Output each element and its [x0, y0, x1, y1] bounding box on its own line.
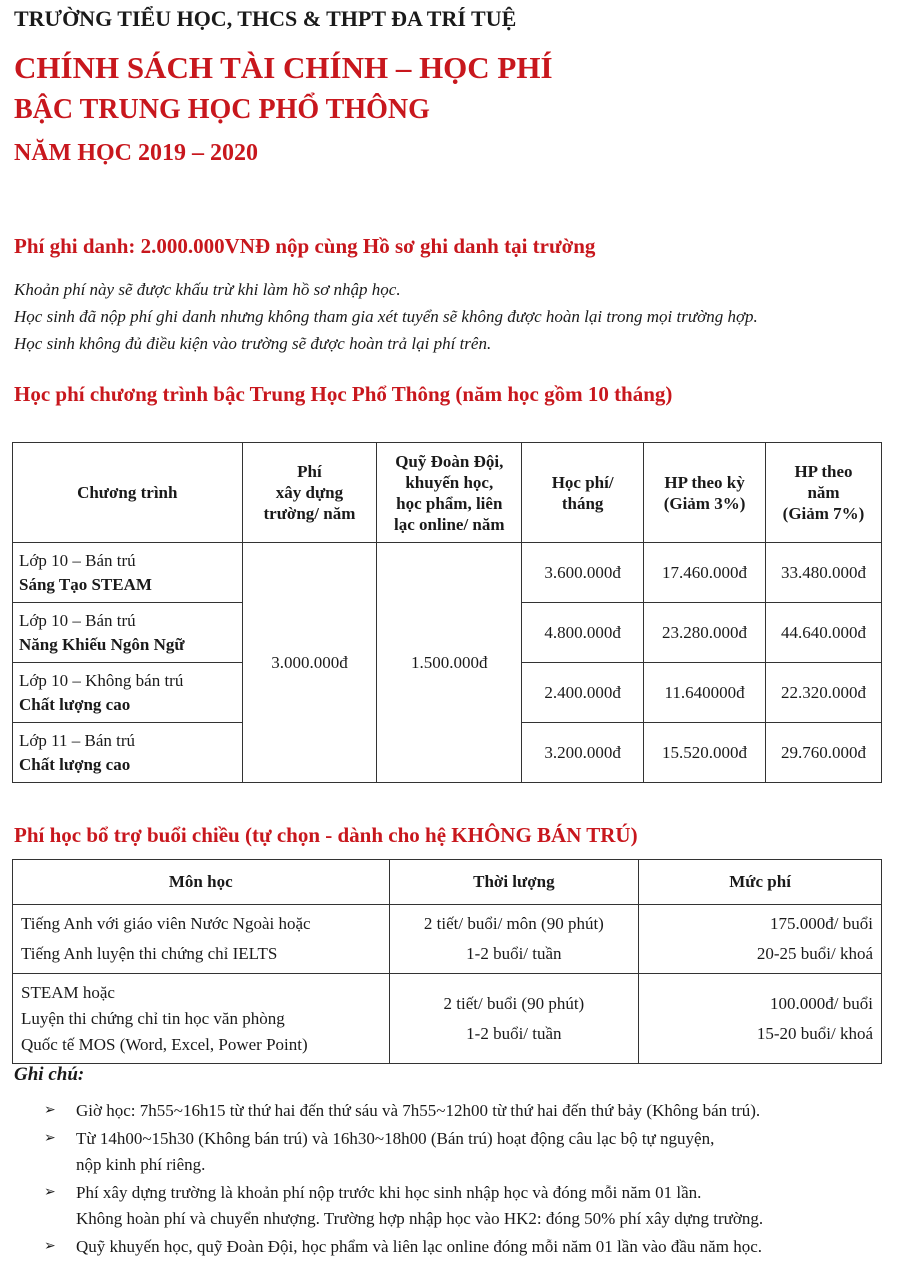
- term-fee-cell: 17.460.000đ: [644, 543, 766, 603]
- col-year-fee: HP theo năm (Giảm 7%): [766, 443, 882, 543]
- col-subject: Môn học: [13, 860, 390, 905]
- tuition-table: [12, 442, 882, 783]
- term-fee-cell: 23.280.000đ: [644, 603, 766, 663]
- duration-cell: 2 tiết/ buổi (90 phút) 1-2 buổi/ tuần: [389, 974, 639, 1064]
- support-heading: Phí học bổ trợ buổi chiều (tự chọn - dành cho hệ KHÔNG BÁN TRÚ): [14, 823, 638, 847]
- arrow-bullet-icon: ➢: [44, 1239, 56, 1254]
- list-item: ➢ Từ 14h00~15h30 (Không bán trú) và 16h30~18h00 (Bán trú) hoạt động câu lạc bộ tự nguyện, nộp kinh phí riêng.: [44, 1126, 894, 1178]
- col-building-fee: Phí xây dựng trường/ năm: [242, 443, 377, 543]
- table-row: [13, 905, 882, 974]
- registration-notes: [14, 276, 758, 357]
- col-fund-fee: Quỹ Đoàn Đội, khuyến học, học phẩm, liên lạc online/ năm: [377, 443, 522, 543]
- program-cell: Lớp 10 – Không bán trú Chất lượng cao: [13, 663, 243, 723]
- school-year: NĂM HỌC 2019 – 2020: [14, 140, 258, 166]
- list-item: ➢ Quỹ khuyến học, quỹ Đoàn Đội, học phẩm và liên lạc online đóng mỗi năm 01 lần vào đầu năm học.: [44, 1234, 894, 1260]
- year-fee-cell: 33.480.000đ: [766, 543, 882, 603]
- school-name: TRƯỜNG TIỂU HỌC, THCS & THPT ĐA TRÍ TUỆ: [14, 6, 517, 31]
- year-fee-cell: 29.760.000đ: [766, 723, 882, 783]
- year-fee-cell: 22.320.000đ: [766, 663, 882, 723]
- col-duration: Thời lượng: [389, 860, 639, 905]
- fee-cell: 175.000đ/ buổi 20-25 buổi/ khoá: [639, 905, 882, 974]
- page-title: CHÍNH SÁCH TÀI CHÍNH – HỌC PHÍ: [14, 50, 553, 85]
- monthly-fee-cell: 4.800.000đ: [522, 603, 644, 663]
- notes-list: [44, 1098, 894, 1262]
- support-table: [12, 859, 882, 1064]
- subject-cell: STEAM hoặc Luyện thi chứng chỉ tin học văn phòng Quốc tế MOS (Word, Excel, Power Point): [13, 974, 390, 1064]
- fee-cell: 100.000đ/ buổi 15-20 buổi/ khoá: [639, 974, 882, 1064]
- col-term-fee: HP theo kỳ (Giảm 3%): [644, 443, 766, 543]
- registration-note: Học sinh đã nộp phí ghi danh nhưng không tham gia xét tuyển sẽ không được hoàn lại trong mọi trường hợp.: [14, 307, 758, 326]
- arrow-bullet-icon: ➢: [44, 1103, 56, 1118]
- fund-fee-cell: 1.500.000đ: [377, 543, 522, 783]
- list-item: ➢ Phí xây dựng trường là khoản phí nộp trước khi học sinh nhập học và đóng mỗi năm 01 lần. Không hoàn phí và chuyển nhượng. Trường hợp nhập học vào HK2: đóng 50% phí xây dựng trường.: [44, 1180, 894, 1232]
- registration-note: Khoản phí này sẽ được khấu trừ khi làm hồ sơ nhập học.: [14, 280, 401, 299]
- term-fee-cell: 11.640000đ: [644, 663, 766, 723]
- table-row: [13, 543, 882, 603]
- tuition-heading: Học phí chương trình bậc Trung Học Phổ Thông (năm học gồm 10 tháng): [14, 382, 673, 406]
- support-header-row: [13, 860, 882, 905]
- program-cell: Lớp 11 – Bán trú Chất lượng cao: [13, 723, 243, 783]
- year-fee-cell: 44.640.000đ: [766, 603, 882, 663]
- list-item: ➢ Giờ học: 7h55~16h15 từ thứ hai đến thứ sáu và 7h55~12h00 từ thứ hai đến thứ bảy (Không bán trú).: [44, 1098, 894, 1124]
- program-cell: Lớp 10 – Bán trú Sáng Tạo STEAM: [13, 543, 243, 603]
- duration-cell: 2 tiết/ buổi/ môn (90 phút) 1-2 buổi/ tuần: [389, 905, 639, 974]
- arrow-bullet-icon: ➢: [44, 1185, 56, 1200]
- subject-cell: Tiếng Anh với giáo viên Nước Ngoài hoặc Tiếng Anh luyện thi chứng chỉ IELTS: [13, 905, 390, 974]
- notes-label: Ghi chú:: [14, 1064, 85, 1085]
- col-program: Chương trình: [13, 443, 243, 543]
- monthly-fee-cell: 2.400.000đ: [522, 663, 644, 723]
- tuition-header-row: [13, 443, 882, 543]
- building-fee-cell: 3.000.000đ: [242, 543, 377, 783]
- arrow-bullet-icon: ➢: [44, 1131, 56, 1146]
- registration-note: Học sinh không đủ điều kiện vào trường sẽ được hoàn trả lại phí trên.: [14, 334, 492, 353]
- term-fee-cell: 15.520.000đ: [644, 723, 766, 783]
- monthly-fee-cell: 3.600.000đ: [522, 543, 644, 603]
- monthly-fee-cell: 3.200.000đ: [522, 723, 644, 783]
- col-fee: Mức phí: [639, 860, 882, 905]
- page-subtitle: BẬC TRUNG HỌC PHỔ THÔNG: [14, 94, 430, 125]
- program-cell: Lớp 10 – Bán trú Năng Khiếu Ngôn Ngữ: [13, 603, 243, 663]
- registration-fee-heading: Phí ghi danh: 2.000.000VNĐ nộp cùng Hồ sơ ghi danh tại trường: [14, 234, 596, 258]
- col-monthly-fee: Học phí/ tháng: [522, 443, 644, 543]
- table-row: [13, 974, 882, 1064]
